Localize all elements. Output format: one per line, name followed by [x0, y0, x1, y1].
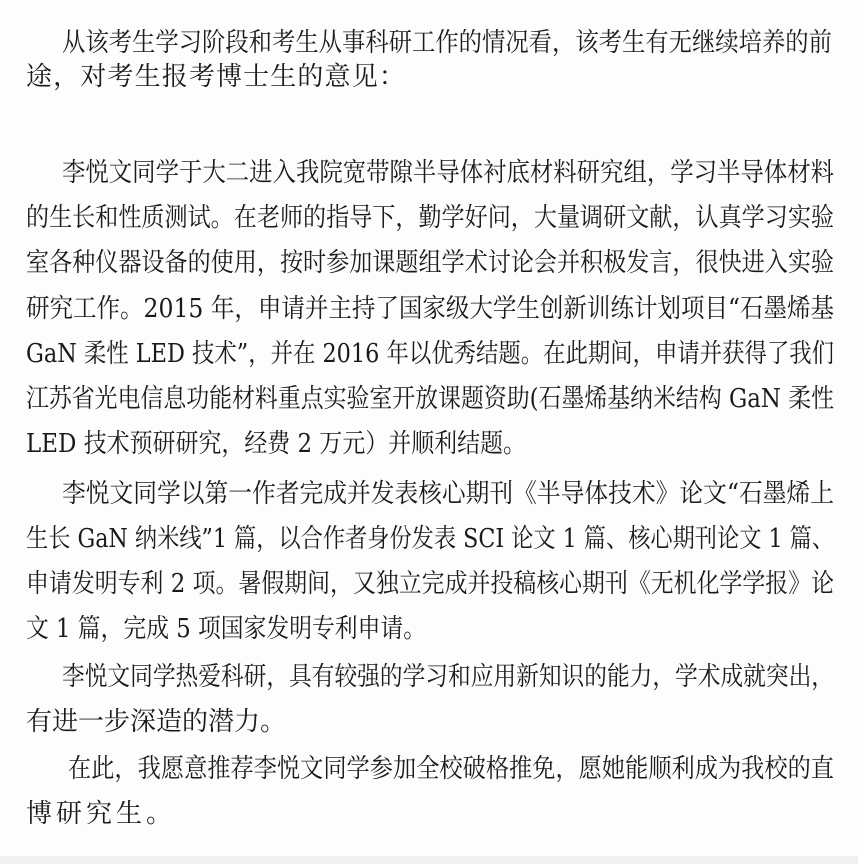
- paragraph-1-line-1: 李悦文同学于大二进入我院宽带隙半导体衬底材料研究组，学习半导体材料: [62, 158, 835, 188]
- paragraph-2-line-1: 李悦文同学以第一作者完成并发表核心期刊《半导体技术》论文“石墨烯上: [62, 479, 835, 509]
- paragraph-1-line-3: 室各种仪器设备的使用，按时参加课题组学术讨论会并积极发言，很快进入实验: [26, 248, 835, 278]
- paragraph-2-line-2: 生长 GaN 纳米线”1 篇，以合作者身份发表 SCI 论文 1 篇、核心期刊论文 1 篇、: [26, 524, 835, 554]
- paragraph-3-line-1: 李悦文同学热爱科研，具有较强的学习和应用新知识的能力，学术成就突出，: [62, 662, 835, 692]
- page-bottom-edge: [0, 856, 858, 864]
- paragraph-4-line-2: 博研究生。: [26, 799, 176, 829]
- prompt-line-2: 途，对考生报考博士生的意见：: [26, 62, 406, 92]
- paragraph-1-line-4: 研究工作。2015 年，申请并主持了国家级大学生创新训练计划项目“石墨烯基: [26, 294, 835, 324]
- paragraph-1-line-2: 的生长和性质测试。在老师的指导下，勤学好问，大量调研文献，认真学习实验: [26, 203, 835, 233]
- paragraph-1-line-7: LED 技术预研研究，经费 2 万元）并顺利结题。: [26, 429, 526, 459]
- paragraph-3-line-2: 有进一步深造的潜力。: [26, 707, 286, 737]
- paragraph-1-line-5: GaN 柔性 LED 技术”，并在 2016 年以优秀结题。在此期间，申请并获得了我们: [26, 339, 835, 369]
- prompt-line-1: 从该考生学习阶段和考生从事科研工作的情况看，该考生有无继续培养的前: [62, 28, 832, 58]
- paragraph-2-line-3: 申请发明专利 2 项。暑假期间，又独立完成并投稿核心期刊《无机化学学报》论: [26, 569, 835, 599]
- paragraph-2-line-4: 文 1 篇，完成 5 项国家发明专利申请。: [26, 614, 427, 644]
- paragraph-1-line-6: 江苏省光电信息功能材料重点实验室开放课题资助(石墨烯基纳米结构 GaN 柔性: [26, 384, 835, 414]
- paragraph-4-line-1: 在此，我愿意推荐李悦文同学参加全校破格推免，愿她能顺利成为我校的直: [68, 754, 835, 784]
